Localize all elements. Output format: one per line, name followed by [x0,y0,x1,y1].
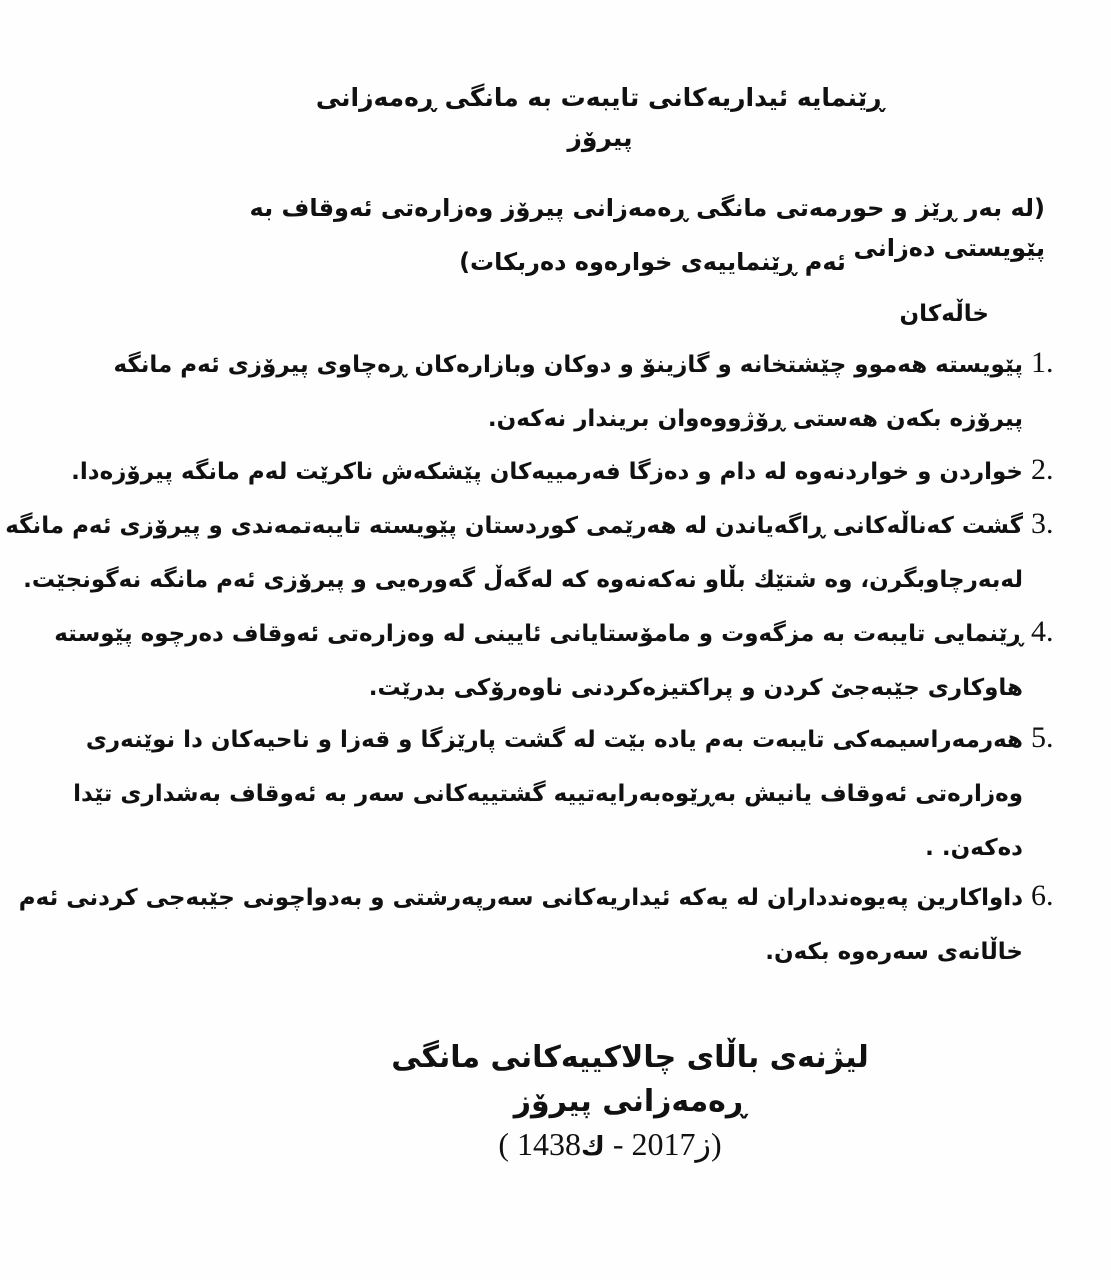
list-item-3 [5,506,1081,614]
intro-line-2: ئەم ڕێنماییەی خوارەوە دەربکات) [459,248,846,276]
item-text-line: خاڵانەی سەرەوە بکەن. [765,939,1023,965]
item-number: 3. [1031,507,1054,540]
list-item-5 [73,720,1081,882]
item-text-line: هاوکاری جێبەجێ کردن و پراکتیزەکردنی ناوەرۆکی بدرێت. [368,675,1023,701]
item-text-line: پێویستە هەموو چێشتخانە و گازینۆ و دوکان وبازارەکان ڕەچاوی پیرۆزی ئەم مانگە [113,352,1023,378]
list-item-6 [18,878,1081,986]
item-number: 6. [1031,879,1054,912]
item-text-line: دەکەن. . [925,835,1023,861]
intro-line-1: (لە بەر ڕێز و حورمەتی مانگی ڕەمەزانی پیرۆز وەزارەتی ئەوقاف بە پێویستی دەزانی [249,194,1045,262]
item-text-line: داواکارین پەیوەندداران لە یەکە ئیداریەکانی سەرپەرشتی و بەدواچونی جێبەجی کردنی ئەم [18,885,1023,911]
date-hijri-number: 1438 [517,1126,582,1162]
item-number: 2. [1031,453,1054,486]
date-gregorian-number: 2017 [631,1126,696,1162]
signature-block [250,1036,930,1167]
list-item-1 [81,345,1081,453]
date-close-paren: ) [498,1126,510,1162]
item-number: 1. [1031,346,1054,379]
document-title: ڕێنمایە ئیداریەکانی تایبەت بە مانگی ڕەمەزانی پیرۆز [315,83,885,152]
document-date [250,1124,930,1167]
item-text-line: گشت کەناڵەکانی ڕاگەیاندن لە هەرێمی کوردستان پێویستە تایبەتمەندی و پیرۆزی ئەم مانگە [5,513,1023,539]
item-text-line: پیرۆزە بکەن هەستی ڕۆژووەوان بریندار نەکەن. [487,406,1023,432]
item-number: 5. [1031,721,1054,754]
points-heading: خاڵەکان [899,301,989,327]
item-text-line: ڕێنمایی تایبەت بە مزگەوت و مامۆستایانی ئایینی لە وەزارەتی ئەوقاف دەرچوە پێوستە [54,621,1023,647]
date-open-paren: ( [710,1126,722,1162]
list-item-2 [71,452,1081,506]
item-text-line: وەزارەتی ئەوقاف یانیش بەڕێوەبەرایەتییە گشتییەکانی سەر بە ئەوقاف بەشداری تێدا [73,781,1023,807]
date-gregorian-suffix: ز [695,1126,711,1162]
item-text-line: لەبەرچاوبگرن، وە شتێك بڵاو نەکەنەوە کە لەگەڵ گەورەیی و پیرۆزی ئەم مانگە نەگونجێت. [23,567,1023,593]
date-separator: - [612,1126,624,1162]
item-text-line: هەرمەراسیمەکی تایبەت بەم یادە بێت لە گشت پارێزگا و قەزا و ناحیەکان دا نوێنەری [85,727,1023,753]
item-number: 4. [1031,615,1054,648]
item-text-line: خواردن و خواردنەوە لە دام و دەزگا فەرمییەکان پێشکەش ناکرێت لەم مانگە پیرۆزەدا. [71,459,1023,485]
list-item-4 [54,614,1081,722]
committee-name: لیژنەی باڵای چالاکییەکانی مانگی ڕەمەزانی پیرۆز [391,1040,869,1119]
date-hijri-suffix: ك [581,1132,605,1162]
